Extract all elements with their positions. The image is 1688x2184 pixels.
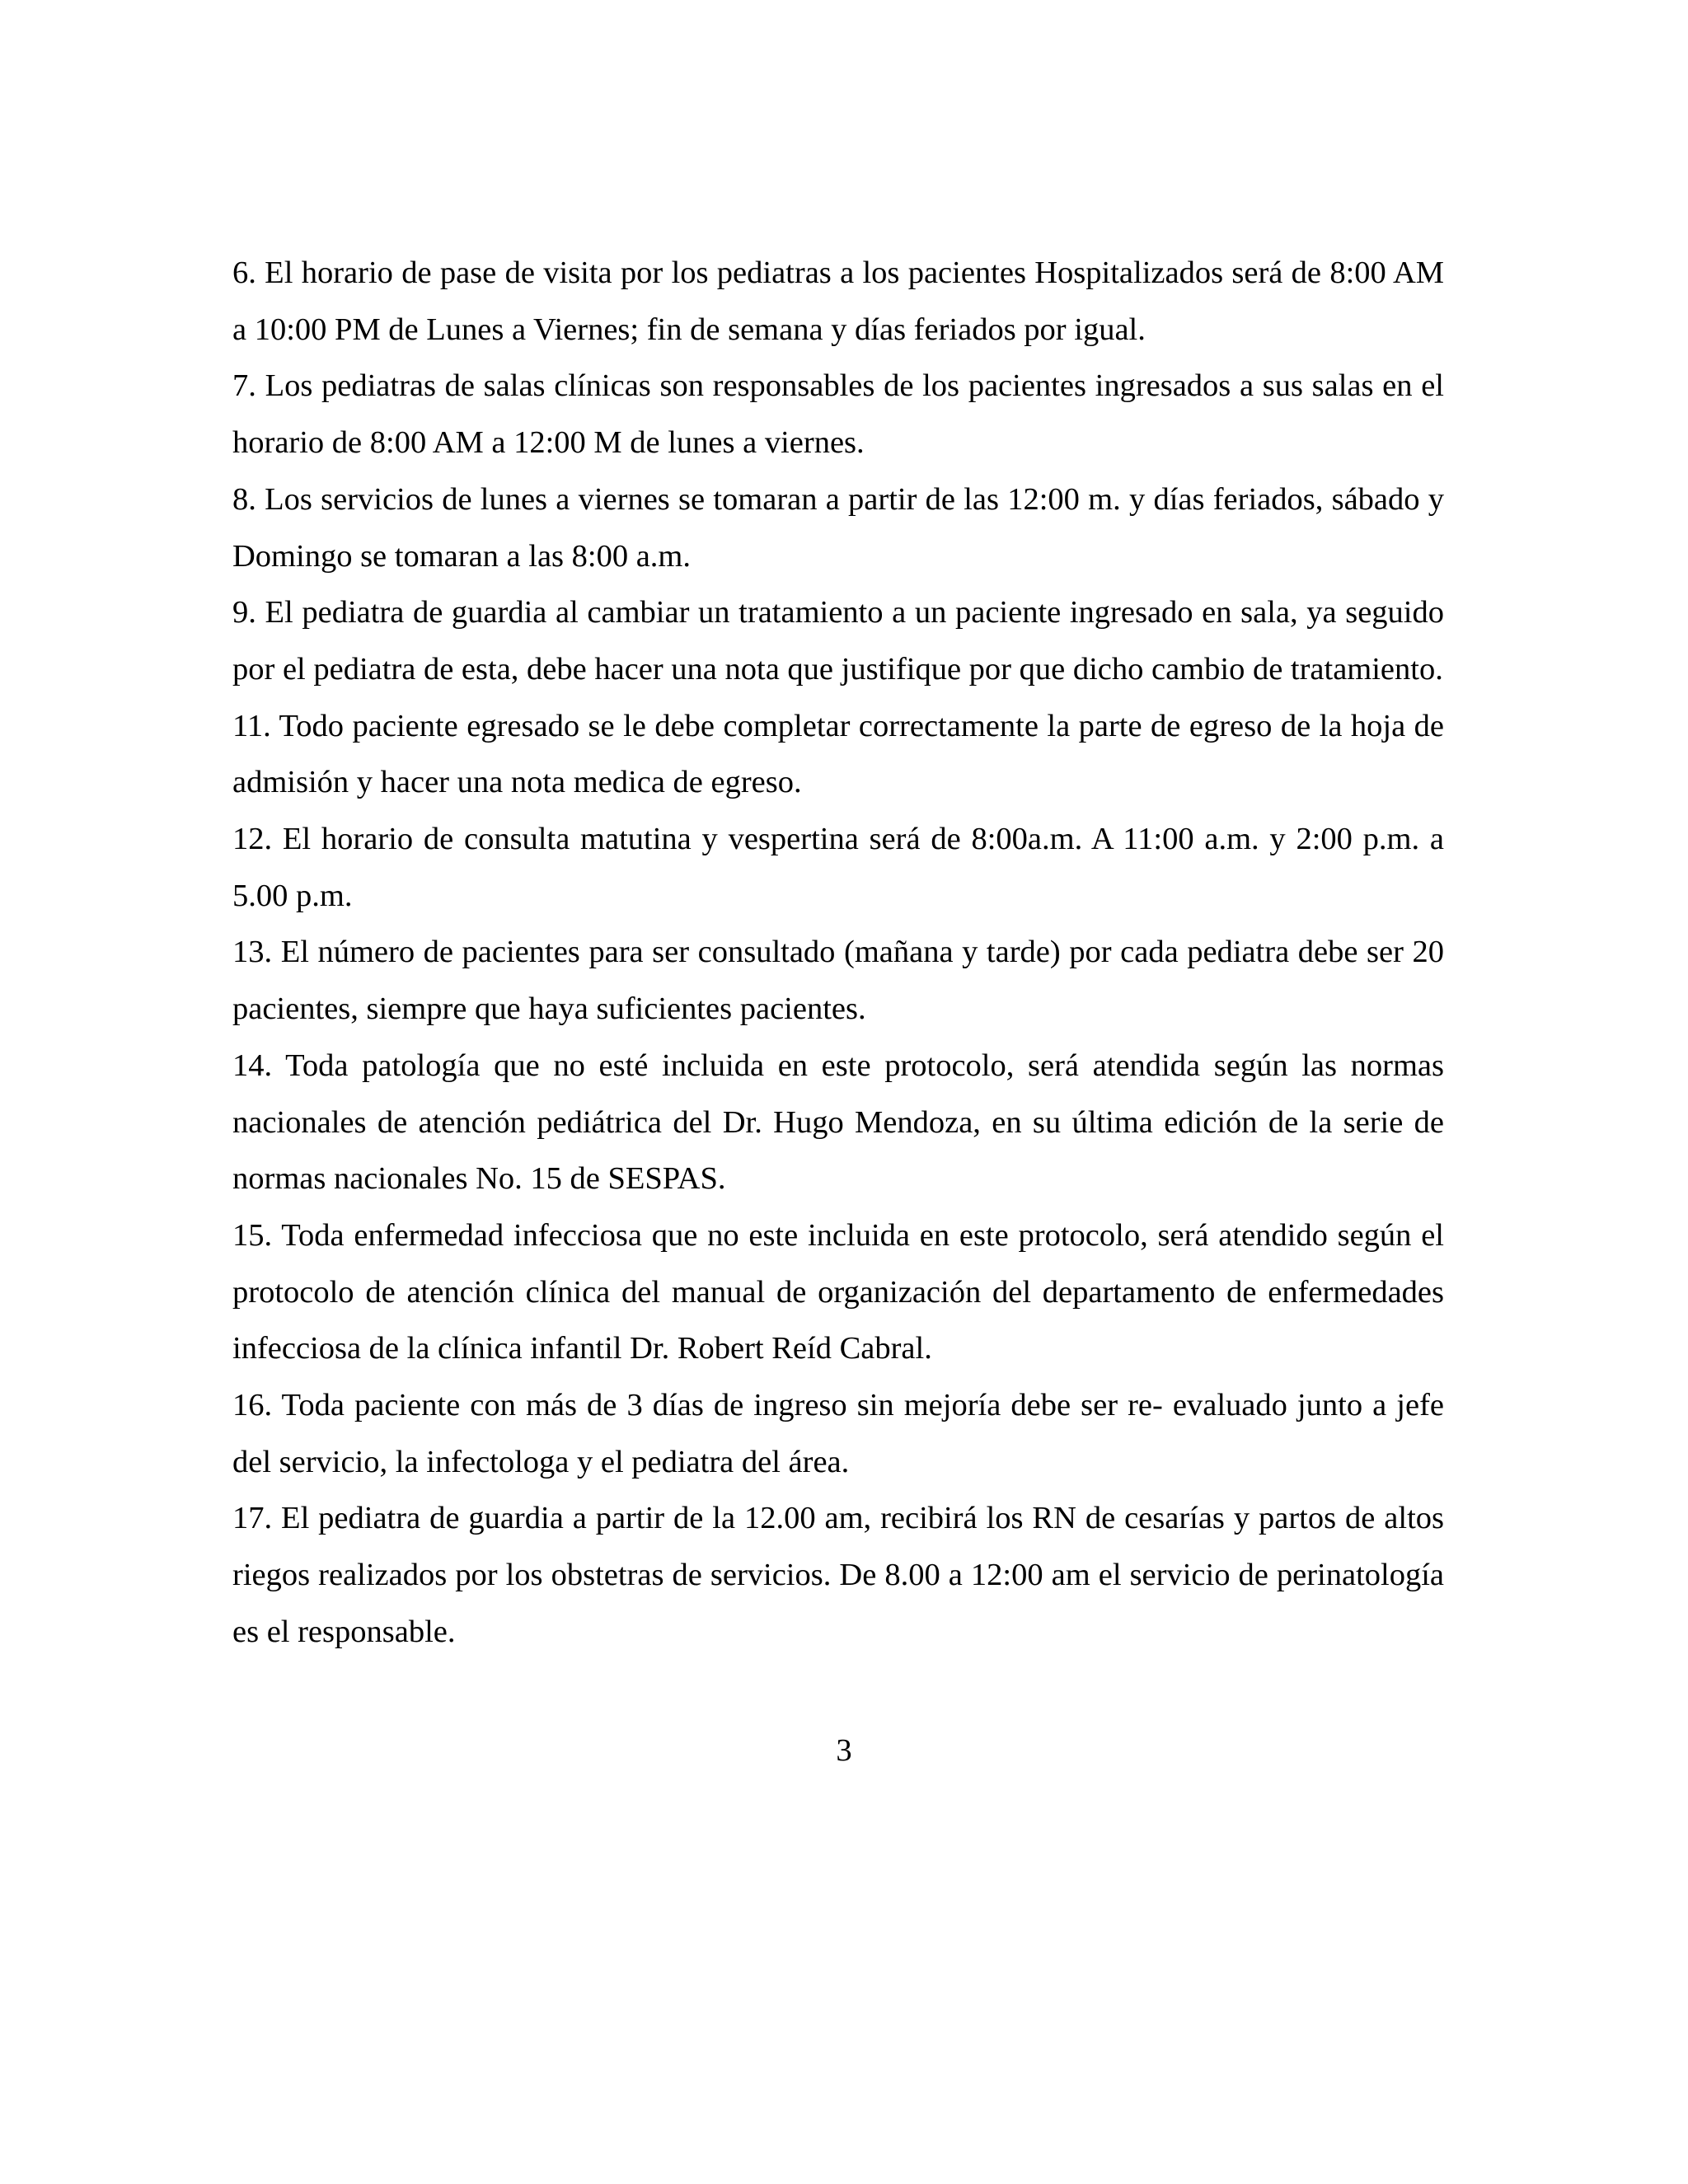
paragraph-item-13: 13. El número de pacientes para ser consultado (mañana y tarde) por cada pediatra debe ser 20 pacientes, siempre que haya suficientes pacientes.	[232, 935, 1444, 1027]
document-body	[232, 245, 1444, 1661]
paragraph-item-15: 15. Toda enfermedad infecciosa que no este incluida en este protocolo, será atendido según el protocolo de atención clínica del manual de organización del departamento de enfermedades infecciosa de la clínica infantil Dr. Robert Reíd Cabral.	[232, 1217, 1444, 1366]
paragraph-item-7: 7. Los pediatras de salas clínicas son responsables de los pacientes ingresados a sus salas en el horario de 8:00 AM a 12:00 M de lunes a viernes.	[232, 368, 1444, 461]
paragraph-item-14: 14. Toda patología que no esté incluida en este protocolo, será atendida según las normas nacionales de atención pediátrica del Dr. Hugo Mendoza, en su última edición de la serie de normas nacionales No. 15 de SESPAS.	[232, 1047, 1444, 1197]
paragraph-item-17: 17. El pediatra de guardia a partir de la 12.00 am, recibirá los RN de cesarías y partos de altos riegos realizados por los obstetras de servicios. De 8.00 a 12:00 am el servicio de perinatología es el responsable.	[232, 1501, 1444, 1649]
page-number: 3	[836, 1733, 852, 1768]
paragraph-item-6: 6. El horario de pase de visita por los pediatras a los pacientes Hospitalizados será de 8:00 AM a 10:00 PM de Lunes a Viernes; fin de semana y días feriados por igual.	[232, 255, 1444, 347]
paragraph-item-8: 8. Los servicios de lunes a viernes se tomaran a partir de las 12:00 m. y días feriados, sábado y Domingo se tomaran a las 8:00 a.m.	[232, 481, 1444, 574]
paragraph-item-11: 11. Todo paciente egresado se le debe completar correctamente la parte de egreso de la hoja de admisión y hacer una nota medica de egreso.	[232, 708, 1444, 800]
paragraph-item-9: 9. El pediatra de guardia al cambiar un tratamiento a un paciente ingresado en sala, ya seguido por el pediatra de esta, debe hacer una nota que justifique por que dicho cambio de tratamiento.	[232, 595, 1444, 687]
paragraph-item-12: 12. El horario de consulta matutina y vespertina será de 8:00a.m. A 11:00 a.m. y 2:00 p.m. a 5.00 p.m.	[232, 822, 1444, 913]
paragraph-item-16: 16. Toda paciente con más de 3 días de ingreso sin mejoría debe ser re- evaluado junto a jefe del servicio, la infectologa y el pediatra del área.	[232, 1388, 1444, 1479]
